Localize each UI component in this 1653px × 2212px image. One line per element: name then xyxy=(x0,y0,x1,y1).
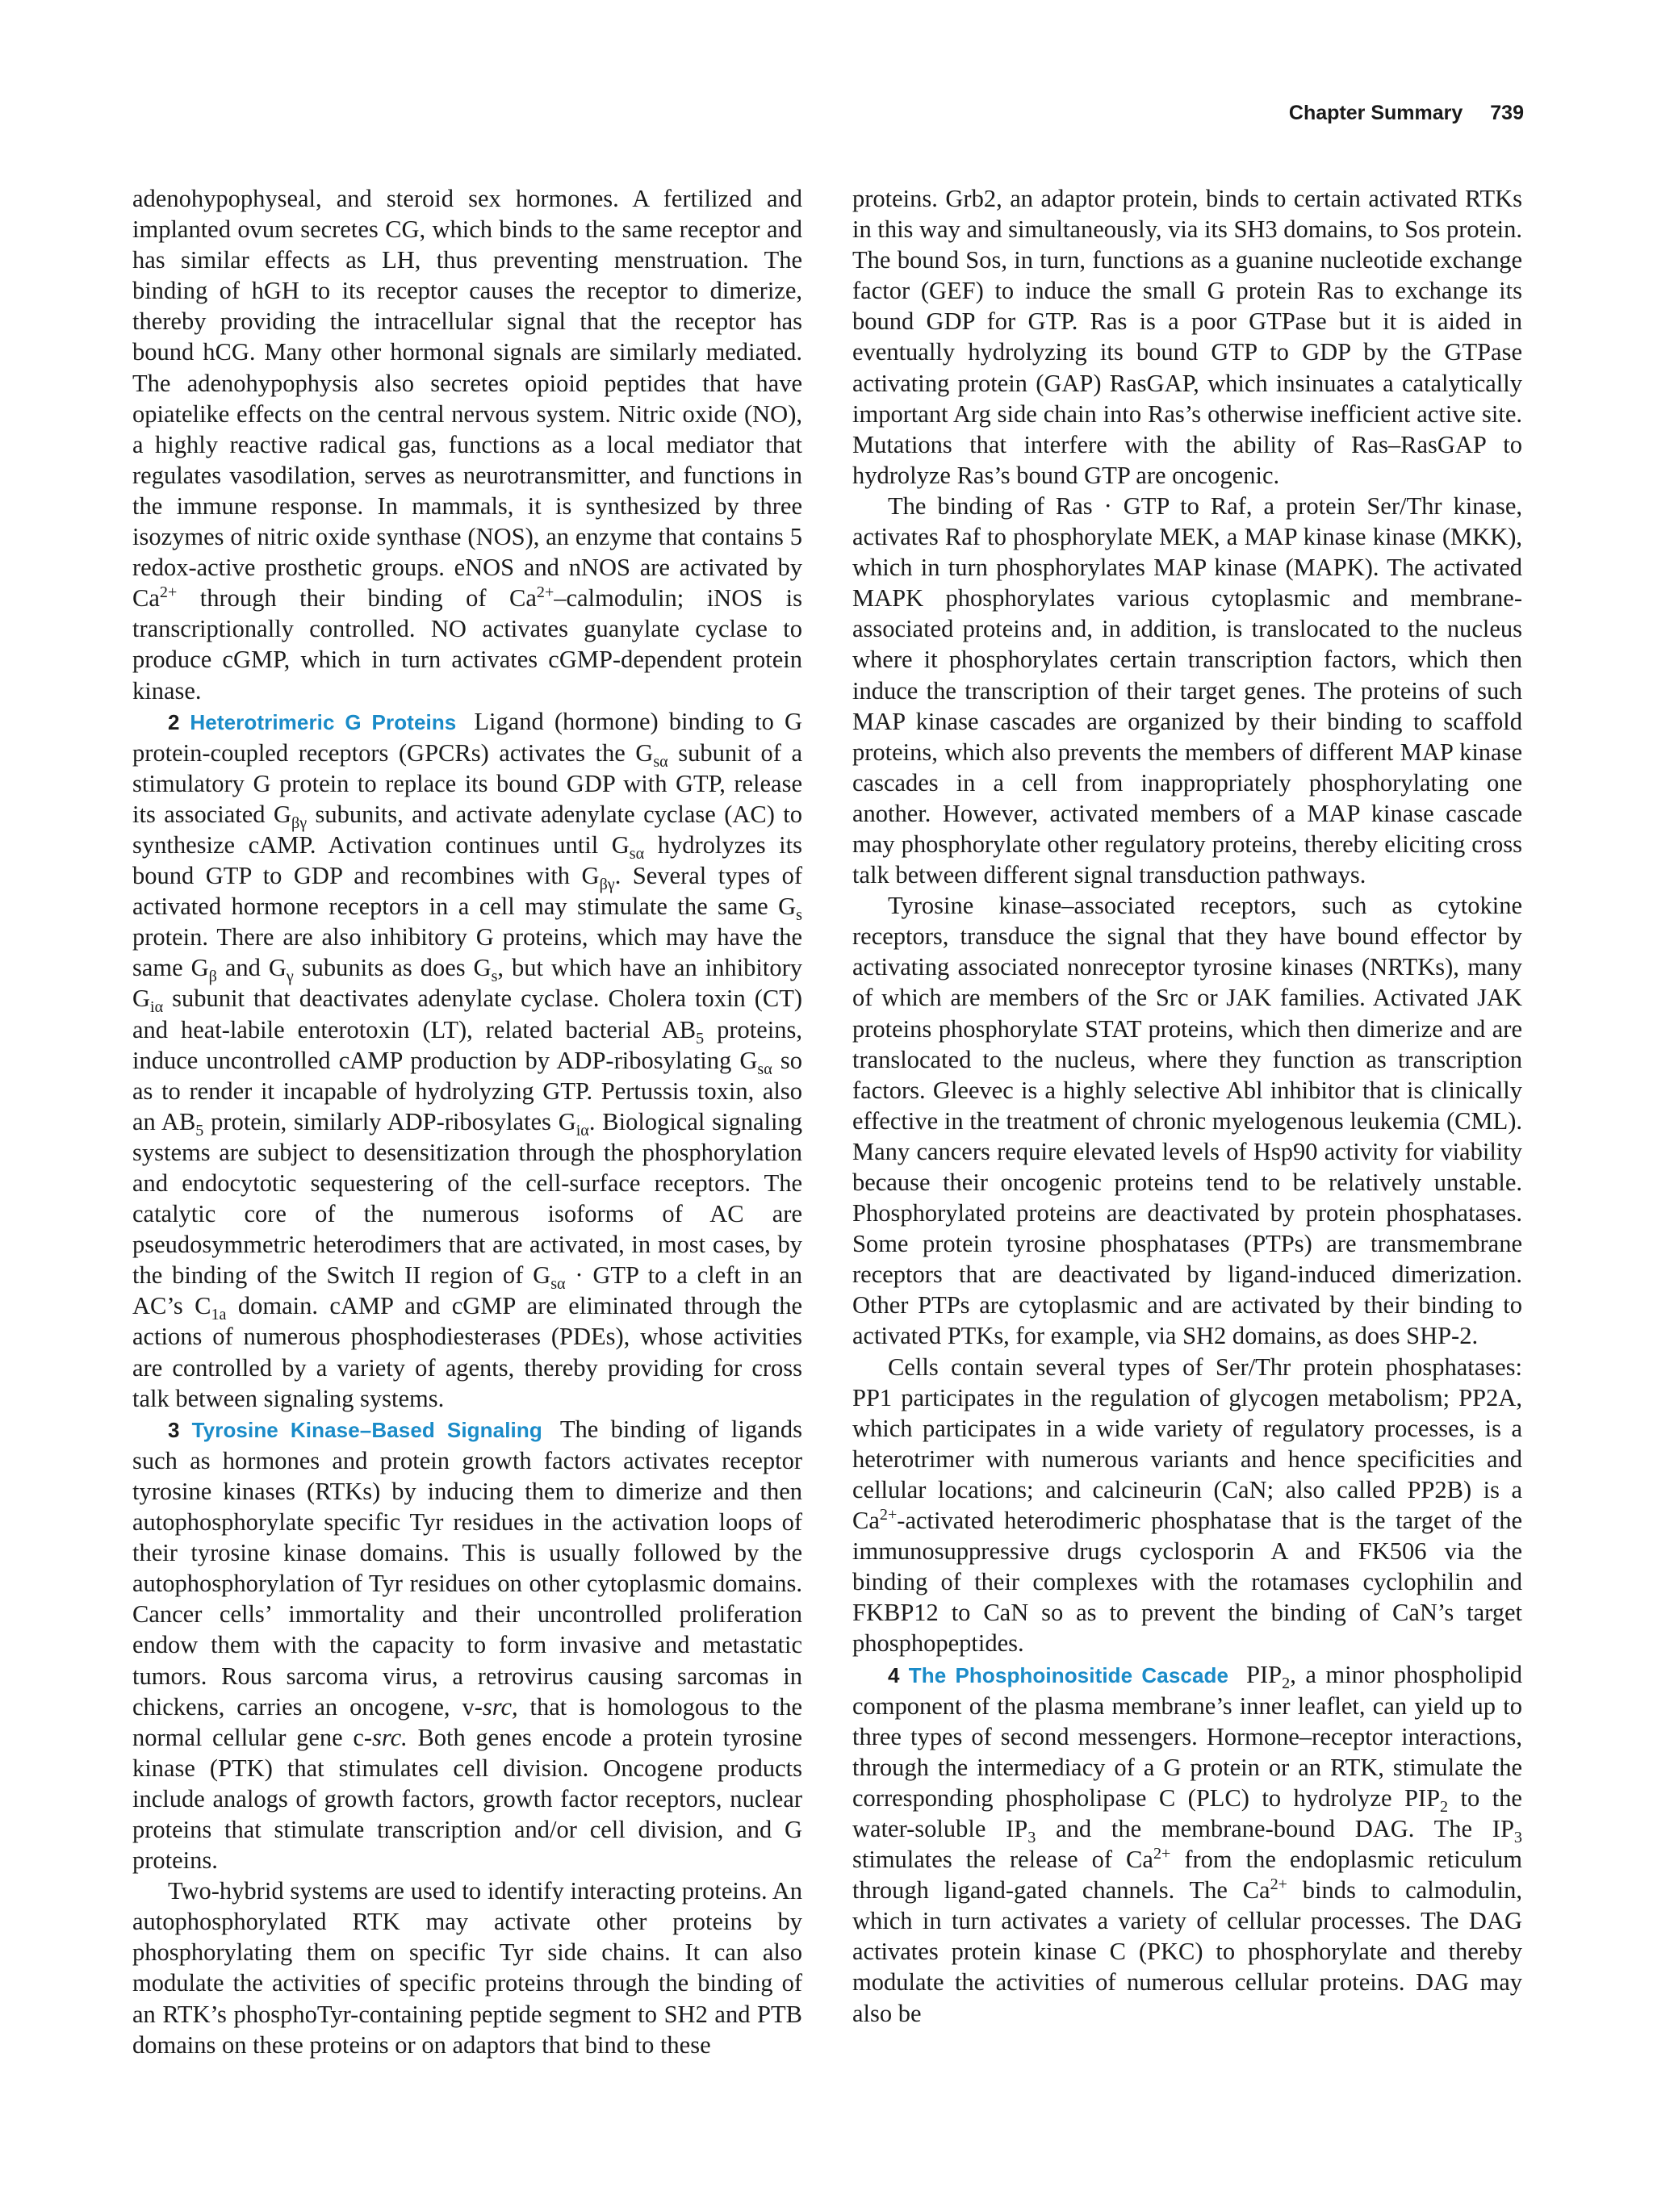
paragraph-two-hybrid: Two-hybrid systems are used to identify interacting proteins. An autophosphorylated RTK may activate other proteins by phosphorylating them on specific Tyr side chains. It can also modulate the activities of specific proteins through the binding of an RTK’s phosphoTyr-containing peptide segment to SH2 and PTB domains on these proteins or on adaptors that bind to these xyxy=(132,1877,802,2059)
paragraph-grb2: proteins. Grb2, an adaptor protein, binds to certain activated RTKs in this way and simultaneously, via its SH3 domains, to Sos protein. The bound Sos, in turn, functions as a guanine nucleotide exchange factor (GEF) to induce the small G protein Ras to exchange its bound GDP for GTP. Ras is a poor GTPase but it is aided in eventually hydrolyzing its bound GTP to GDP by the GTPase activating protein (GAP) RasGAP, which insinuates a catalytically important Arg side chain into Ras’s otherwise inefficient active site. Mutations that interfere with the ability of Ras–RasGAP to hydrolyze Ras’s bound GTP are oncogenic. xyxy=(852,185,1522,489)
section-3-heading: 3 Tyrosine Kinase–Based Signaling xyxy=(168,1417,542,1442)
page-number: 739 xyxy=(1490,102,1524,124)
paragraph-hormones: adenohypophyseal, and steroid sex hormones. A fertilized and implanted ovum secretes CG, which binds to the same receptor and has similar effects as LH, thus preventing menstruation. The binding of hGH to its receptor causes the receptor to dimerize, thereby providing the intracellular signal that the receptor has bound hCG. Many other hormonal signals are similarly mediated. The adenohypophysis also secretes opioid peptides that have opiatelike effects on the central nervous system. Nitric oxide (NO), a highly reactive radical gas, functions as a local mediator that regulates vasodilation, serves as neurotransmitter, and functions in the immune response. In mammals, it is synthesized by three isozymes of nitric oxide synthase (NOS), an enzyme that contains 5 redox-active prosthetic groups. eNOS and nNOS are activated by $Ca^{2+}$ through their binding of $Ca^{2+}$–calmodulin; iNOS is transcriptionally controlled. NO activates guanylate cyclase to produce cGMP, which in turn activates cGMP-dependent protein kinase. xyxy=(132,185,803,705)
chapter-title: Chapter Summary xyxy=(1288,102,1463,124)
paragraph-tyrosine-kinase-receptors: Tyrosine kinase–associated receptors, such as cytokine receptors, transduce the signal that they have bound effector by activating associated nonreceptor tyrosine kinases (NRTKs), many of which are members of the Src or JAK families. Activated JAK proteins phosphorylate STAT proteins, which then dimerize and are translocated to the nucleus, where they function as transcription factors. Gleevec is a highly selective Abl inhibitor that is clinically effective in the treatment of chronic myelogenous leukemia (CML). Many cancers require elevated levels of Hsp90 activity for viability because their oncogenic proteins tend to be relatively unstable. Phosphorylated proteins are deactivated by protein phosphatases. Some protein tyrosine phosphatases (PTPs) are transmembrane receptors that are deactivated by ligand-induced dimerization. Other PTPs are cytoplasmic and are activated by their binding to activated PTKs, for example, via SH2 domains, as does SHP-2. xyxy=(852,892,1522,1350)
section-4-paragraph: 4 The Phosphoinositide Cascade $PIP_2$, a minor phospholipid component of the plasma membrane’s inner leaflet, can yield up to three types of second messengers. Hormone–receptor interactions, through the intermediacy of a G protein or an RTK, stimulate the corresponding phospholipase C (PLC) to hydrolyze $PIP_2$ to the water-soluble $IP_3$ and the membrane-bound DAG. The $IP_3$ stimulates the release of $Ca^{2+}$ from the endoplasmic reticulum through ligand-gated channels. The $Ca^{2+}$ binds to calmodulin, which in turn activates a variety of cellular processes. The DAG activates protein kinase C (PKC) to phosphorylate and thereby modulate the activities of numerous cellular proteins. DAG may also be xyxy=(852,1660,1522,2027)
section-2-heading: 2 Heterotrimeric G Proteins xyxy=(168,709,457,734)
paragraph-ras-raf: The binding of Ras · GTP to Raf, a protein Ser/Thr kinase, activates Raf to phosphorylate MEK, a MAP kinase kinase (MKK), which in turn phosphorylates MAP kinase (MAPK). The activated MAPK phosphorylates various cytoplasmic and membrane-associated proteins and, in addition, is translocated to the nucleus where it phosphorylates certain transcription factors, which then induce the transcription of their target genes. The proteins of such MAP kinase cascades are organized by their binding to scaffold proteins, which also prevents the members of different MAP kinase cascades in a cell from inappropriately phosphorylating one another. However, activated members of a MAP kinase cascade may phosphorylate other regulatory proteins, thereby eliciting cross talk between different signal transduction pathways. xyxy=(852,491,1522,889)
section-4-heading: 4 The Phosphoinositide Cascade xyxy=(888,1662,1229,1687)
section-3-paragraph: 3 Tyrosine Kinase–Based Signaling The binding of ligands such as hormones and protein growth factors activates receptor tyrosine kinases (RTKs) by inducing them to dimerize and then autophosphorylate specific Tyr residues in the activation loops of their tyrosine kinase domains. This is usually followed by the autophosphorylation of Tyr residues on other cytoplasmic domains. Cancer cells’ immortality and their uncontrolled proliferation endow them with the capacity to form invasive and metastatic tumors. Rous sarcoma virus, a retrovirus causing sarcomas in chickens, carries an oncogene, v-src, that is homologous to the normal cellular gene c-src. Both genes encode a protein tyrosine kinase (PTK) that stimulates cell division. Oncogene products include analogs of growth factors, growth factor receptors, nuclear proteins that stimulate transcription and/or cell division, and G proteins. xyxy=(132,1415,803,1875)
paragraph-phosphatases: Cells contain several types of Ser/Thr protein phosphatases: PP1 participates in the regulation of glycogen metabolism; PP2A, which participates in a wide variety of regulatory processes, is a heterotrimer with numerous variants and hence specificities and cellular locations; and calcineurin (CaN; also called PP2B) is a $Ca^{2+}$-activated heterodimeric phosphatase that is the target of the immunosuppressive drugs cyclosporin A and FK506 via the binding of their complexes with the rotamases cyclophilin and FKBP12 to CaN so as to prevent the binding of CaN’s target phosphopeptides. xyxy=(852,1353,1522,1658)
running-head xyxy=(1289,102,1524,125)
section-2-paragraph: 2 Heterotrimeric G Proteins Ligand (hormone) binding to G protein-coupled receptors (GPCRs) activates the $G_{s\alpha}$ subunit of a stimulatory G protein to replace its bound GDP with GTP, release its associated $G_{\beta\gamma}$ subunits, and activate adenylate cyclase (AC) to synthesize cAMP. Activation continues until $G_{s\alpha}$ hydrolyzes its bound GTP to GDP and recombines with $G_{\beta\gamma}$. Several types of activated hormone receptors in a cell may stimulate the same $G_s$ protein. There are also inhibitory G proteins, which may have the same $G_\beta$ and $G_\gamma$ subunits as does $G_s$, but which have an inhibitory $G_{i\alpha}$ subunit that deactivates adenylate cyclase. Cholera toxin (CT) and heat-labile enterotoxin (LT), related bacterial $AB_5$ proteins, induce uncontrolled cAMP production by ADP-ribosylating $G_{s\alpha}$ so as to render it incapable of hydrolyzing GTP. Pertussis toxin, also an $AB_5$ protein, similarly ADP-ribosylates $G_{i\alpha}$. Biological signaling systems are subject to desensitization through the phosphorylation and endocytotic sequestering of the cell-surface receptors. The catalytic core of the numerous isoforms of AC are pseudosymmetric heterodimers that are activated, in most cases, by the binding of the Switch II region of $G_{s\alpha}$ · GTP to a cleft in an AC’s $C_{1a}$ domain. cAMP and cGMP are eliminated through the actions of numerous phosphodiesterases (PDEs), whose activities are controlled by a variety of agents, thereby providing for cross talk between signaling systems. xyxy=(132,707,803,1412)
right-column xyxy=(852,183,1522,2029)
left-column xyxy=(132,183,802,2060)
